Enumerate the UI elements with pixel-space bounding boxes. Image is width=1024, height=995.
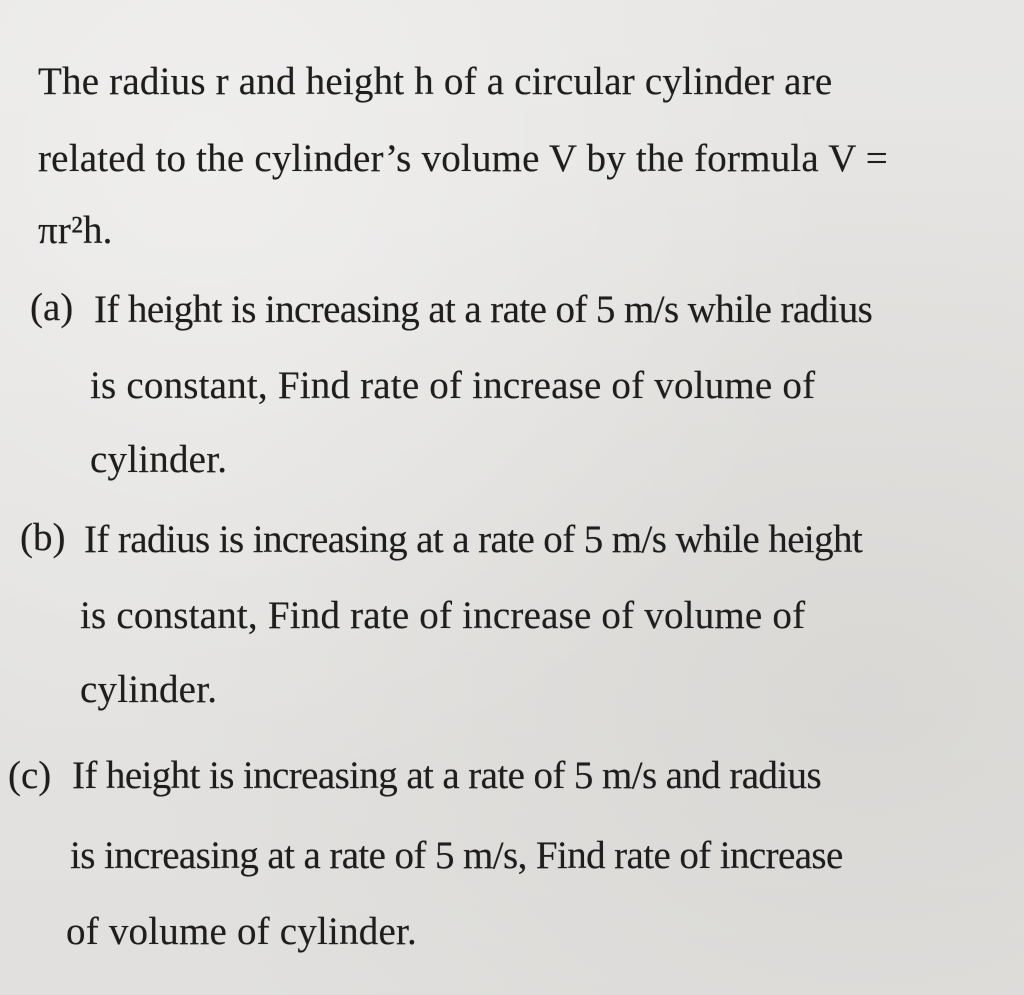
part-c-line-1: If height is increasing at a rate of 5 m/s and radius [72,754,822,797]
part-b-line-1: If radius is increasing at a rate of 5 m/s while height [84,518,863,561]
part-c-label: (c) [8,754,52,797]
part-b-line-3: cylinder. [80,668,218,711]
intro-line-1: The radius r and height h of a circular cylinder are [38,60,833,103]
part-a-line-1: If height is increasing at a rate of 5 m/s while radius [94,288,873,331]
part-c-line-3: of volume of cylinder. [66,910,417,953]
intro-line-3: πr²h. [38,209,113,252]
part-b-line-2: is constant, Find rate of increase of volume of [80,594,806,637]
part-c-line-2: is increasing at a rate of 5 m/s, Find rate of increase [70,834,843,877]
part-b-label: (b) [20,516,66,559]
part-a-line-3: cylinder. [90,438,228,481]
intro-line-2: related to the cylinder’s volume V by the formula V = [38,137,888,180]
part-a-label: (a) [30,286,74,329]
part-a-line-2: is constant, Find rate of increase of volume of [90,364,816,407]
